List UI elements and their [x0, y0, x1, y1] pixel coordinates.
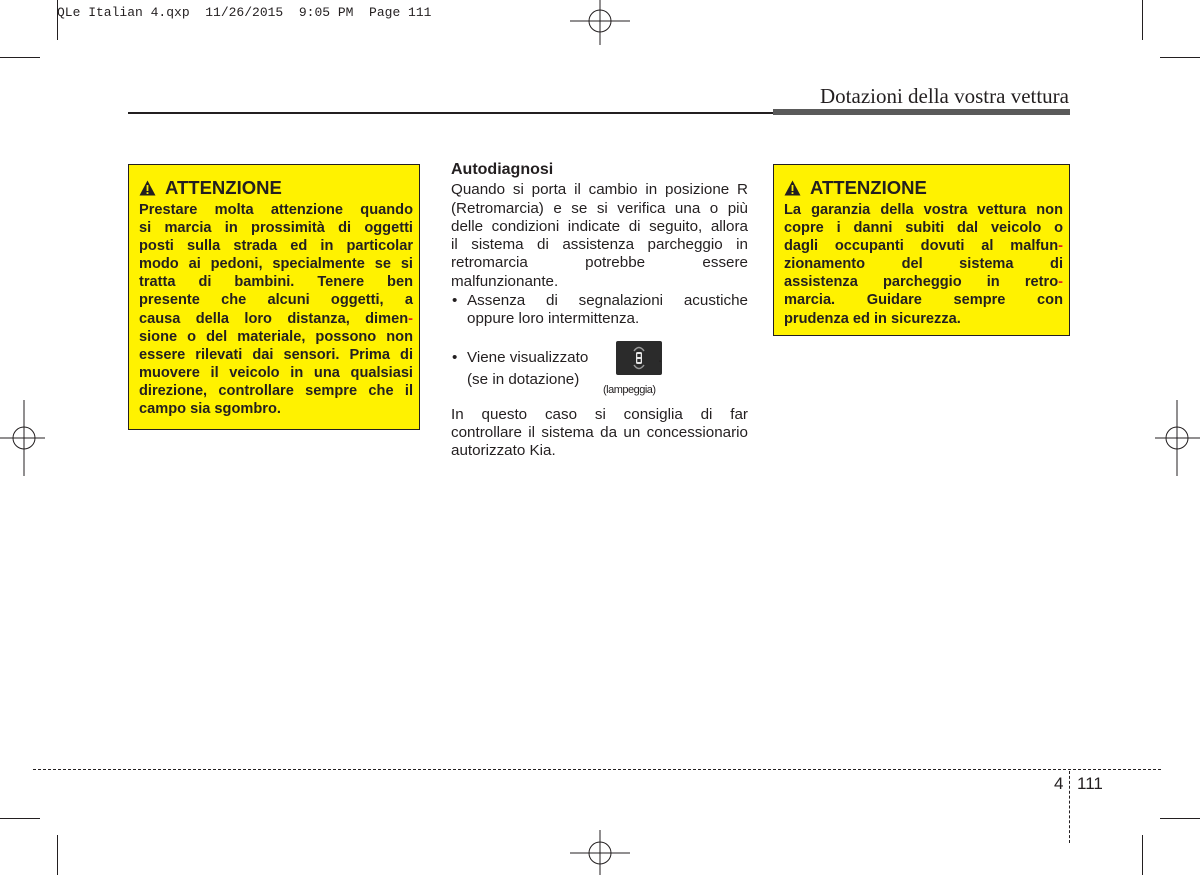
- warning-line-text: dagli occupanti dovuti al malfun: [784, 238, 1059, 255]
- list-item-line: [467, 371, 579, 389]
- section-heading: Autodiagnosi: [451, 161, 554, 178]
- hyphen: -: [408, 310, 413, 327]
- warning-text: [784, 201, 1063, 328]
- warning-title: ATTENZIONE: [810, 177, 927, 198]
- list-item: [451, 341, 748, 396]
- warning-line: [784, 273, 1063, 291]
- registration-target-icon: [1155, 400, 1200, 476]
- warning-line: copre i danni subiti dal veicolo o: [784, 220, 1063, 237]
- warning-line-text: causa della loro distanza, dimen: [139, 310, 409, 327]
- list-item-note: (se in dotazione): [467, 370, 580, 388]
- parking-sensor-warning-icon: [616, 341, 662, 375]
- warning-line: La garanzia della vostra vettura non: [784, 202, 1063, 218]
- autodiagnosi-section: [451, 161, 748, 461]
- closing-paragraph: [451, 406, 748, 461]
- paragraph-line: Quando si porta il cambio in posizione R: [451, 181, 748, 199]
- warning-text: [139, 201, 413, 418]
- hyphen: -: [1058, 274, 1063, 291]
- warning-line: Prestare molta attenzione quando: [139, 202, 413, 218]
- warning-box-left: [128, 164, 420, 430]
- list-item-text: Viene visualizzato: [467, 348, 589, 366]
- registration-target-icon: [570, 830, 630, 875]
- warning-heading: [784, 177, 1063, 199]
- section-title: Dotazioni della vostra vettura: [820, 84, 1069, 108]
- warning-title: ATTENZIONE: [165, 177, 282, 198]
- list-item: [451, 292, 748, 329]
- registration-target-icon: [0, 400, 45, 476]
- paragraph-line: (Retromarcia) e se si verifica una o più: [451, 199, 748, 217]
- paragraph-line: delle condizioni indicate di seguito, allora: [451, 217, 748, 235]
- warning-line: [139, 310, 413, 328]
- warning-line: direzione, controllare sempre che il: [139, 382, 413, 399]
- hyphen: -: [1058, 238, 1063, 255]
- warning-line: presente che alcuni oggetti, a: [139, 292, 413, 309]
- warning-line: [784, 237, 1063, 255]
- warning-triangle-icon: [784, 180, 801, 196]
- warning-line: marcia. Guidare sempre con: [784, 292, 1063, 309]
- bullet-dot: •: [452, 292, 458, 310]
- list-item-period: .: [658, 348, 663, 366]
- chapter-number: 4: [1054, 774, 1064, 793]
- warning-line: muovere il veicolo in una qualsiasi: [139, 364, 413, 381]
- header-rule: [128, 112, 773, 114]
- warning-line: si marcia in prossimità di oggetti: [139, 220, 413, 237]
- warning-line: tratta di bambini. Tenere ben: [139, 274, 413, 291]
- print-slug: QLe Italian 4.qxp 11/26/2015 9:05 PM Page 111: [57, 5, 432, 20]
- warning-line: posti sulla strada ed in particolar: [139, 238, 413, 255]
- warning-line-text: assistenza parcheggio in retro: [784, 274, 1059, 291]
- paragraph-line: il sistema di assistenza parcheggio in: [451, 236, 748, 254]
- warning-triangle-icon: [139, 180, 156, 196]
- paragraph-line: In questo caso si consiglia di far: [451, 405, 748, 423]
- list-item-line: Assenza di segnalazioni acustiche: [467, 292, 748, 310]
- warning-line: essere rilevati dai sensori. Prima di: [139, 346, 413, 363]
- paragraph-line: controllare il sistema da un concessionario: [451, 423, 748, 441]
- list-item-line: oppure loro intermittenza.: [467, 310, 640, 328]
- paragraph-line: autorizzato Kia.: [451, 442, 556, 460]
- page-number: 111: [1077, 774, 1103, 793]
- warning-line: prudenza ed in sicurezza.: [784, 310, 961, 327]
- warning-line: modo ai pedoni, specialmente se si: [139, 256, 413, 273]
- warning-line: sione o del materiale, possono non: [139, 328, 413, 345]
- warning-line: campo sia sgombro.: [139, 401, 281, 418]
- icon-caption: (lampeggia): [603, 383, 656, 396]
- bullet-dot: •: [452, 348, 458, 366]
- footer-divider: [1069, 771, 1070, 843]
- paragraph-line: malfunzionante.: [451, 272, 559, 290]
- warning-box-right: [773, 164, 1070, 336]
- list-item-line: [467, 349, 588, 367]
- paragraph-line: retromarcia potrebbe essere: [451, 254, 748, 272]
- warning-line: zionamento del sistema di: [784, 256, 1063, 273]
- registration-target-icon: [570, 0, 630, 45]
- warning-heading: [139, 177, 413, 199]
- footer-rule: [33, 769, 1161, 770]
- header-rule-accent: [773, 109, 1070, 115]
